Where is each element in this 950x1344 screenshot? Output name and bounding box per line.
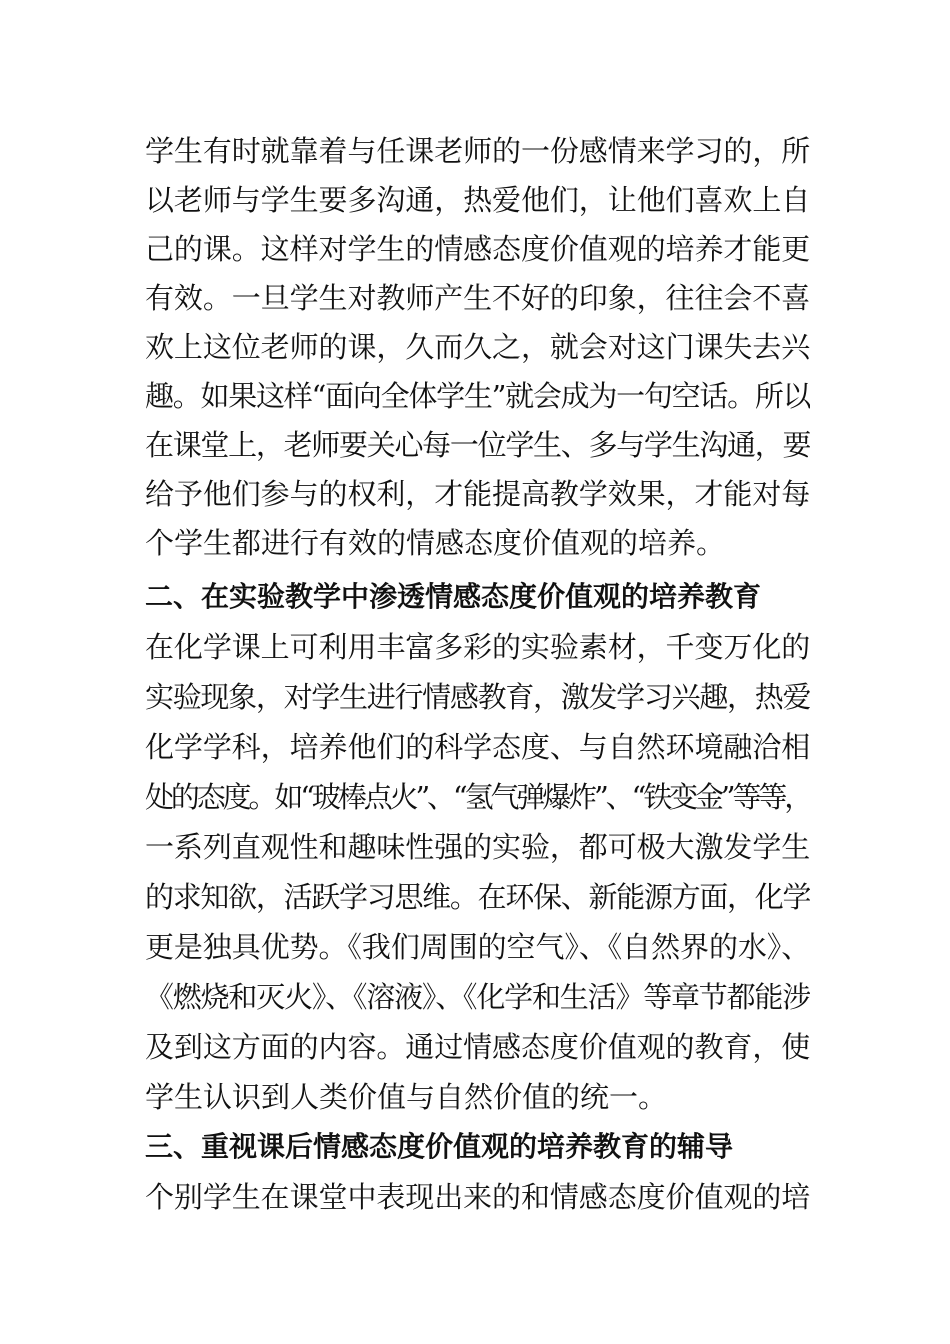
paragraph-line: 学生有时就靠着与任课老师的一份感情来学习的，所: [145, 134, 810, 168]
paragraph-line: 及到这方面的内容。通过情感态度价值观的教育，使: [145, 1030, 810, 1064]
paragraph-line: 在课堂上，老师要关心每一位学生、多与学生沟通，要: [145, 428, 810, 462]
paragraph-line: 欢上这位老师的课，久而久之，就会对这门课失去兴: [145, 330, 810, 364]
paragraph-line: 个学生都进行有效的情感态度价值观的培养。: [145, 526, 726, 560]
paragraph-line: 趣。如果这样“面向全体学生”就会成为一句空话。所以: [145, 379, 810, 413]
paragraph-line: 有效。一旦学生对教师产生不好的印象，往往会不喜: [145, 281, 810, 315]
paragraph-line: 的求知欲，活跃学习思维。在环保、新能源方面，化学: [145, 880, 810, 914]
paragraph-line: 化学学科，培养他们的科学态度、与自然环境融洽相: [145, 730, 810, 764]
section-heading: 二、在实验教学中渗透情感态度价值观的培养教育: [145, 580, 762, 613]
paragraph-line: 给予他们参与的权利，才能提高教学效果，才能对每: [145, 477, 810, 511]
paragraph-line: 一系列直观性和趣味性强的实验，都可极大激发学生: [145, 830, 810, 864]
paragraph-line: 以老师与学生要多沟通，热爱他们，让他们喜欢上自: [145, 183, 810, 217]
paragraph-line: 更是独具优势。《我们周围的空气》、《自然界的水》、: [145, 930, 810, 964]
paragraph-line: 学生认识到人类价值与自然价值的统一。: [145, 1080, 668, 1114]
paragraph-line: 处的态度。如“玻棒点火”、“氢气弹爆炸”、“铁变金”等等，: [145, 780, 810, 814]
section-heading: 三、重视课后情感态度价值观的培养教育的辅导: [145, 1130, 734, 1163]
paragraph-line: 个别学生在课堂中表现出来的和情感态度价值观的培: [145, 1180, 810, 1214]
paragraph-line: 《燃烧和灭火》、《溶液》、《化学和生活》等章节都能涉: [145, 980, 810, 1014]
paragraph-line: 实验现象，对学生进行情感教育，激发学习兴趣，热爱: [145, 680, 810, 714]
paragraph-line: 在化学课上可利用丰富多彩的实验素材，千变万化的: [145, 630, 810, 664]
paragraph-line: 己的课。这样对学生的情感态度价值观的培养才能更: [145, 232, 810, 266]
